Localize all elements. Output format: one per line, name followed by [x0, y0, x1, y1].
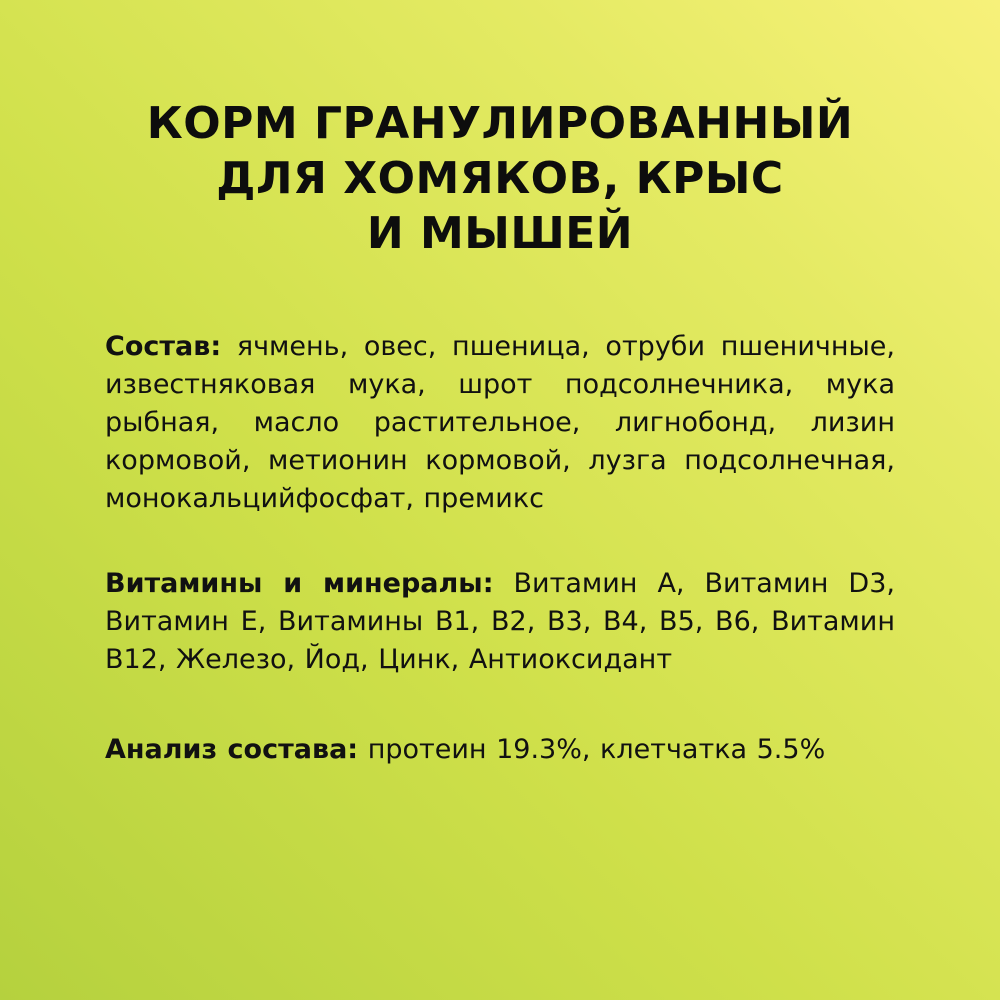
vitamins-text: Витамин А, Витамин D3, Витамин Е, Витамины В1, В2, В3, В4, В5, В6, Витамин В12, Железо, Йод, Цинк, Антиоксидант	[105, 568, 895, 675]
title-line-3: И МЫШЕЙ	[366, 208, 634, 259]
vitamins-section	[105, 565, 895, 679]
composition-label: Состав:	[105, 331, 222, 362]
analysis-label: Анализ состава:	[105, 734, 359, 765]
analysis-section	[105, 731, 895, 769]
composition-text: ячмень, овес, пшеница, отруби пшеничные, известняковая мука, шрот подсолнечника, мука рыбная, масло растительное, лигнобонд, лизин кормовой, метионин кормовой, лузга подсолнечная, монокальцийфосфат, премикс	[105, 331, 895, 514]
analysis-text: протеин 19.3%, клетчатка 5.5%	[367, 734, 826, 765]
title-line-1: КОРМ ГРАНУЛИРОВАННЫЙ	[146, 98, 854, 149]
composition-section	[105, 328, 895, 518]
title-line-2: ДЛЯ ХОМЯКОВ, КРЫС	[216, 153, 784, 204]
vitamins-label: Витамины и минералы:	[105, 568, 494, 599]
page-title	[0, 96, 1000, 261]
